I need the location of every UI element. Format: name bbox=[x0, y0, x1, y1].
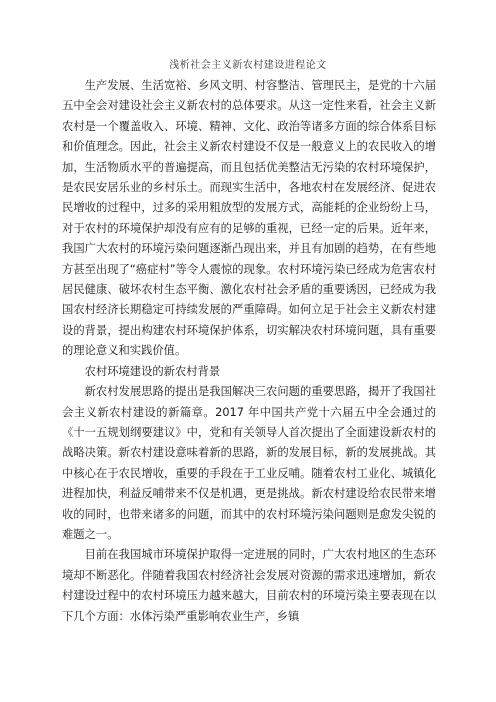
section-heading: 农村环境建设的新农村背景 bbox=[84, 364, 221, 378]
paragraph-intro: 生产发展、生活宽裕、乡风文明、村容整洁、管理民主，是党的十六届五中全会对建设社会主义新农村的总体要求。从这一定性来看，社会主义新农村是一个覆盖收入、环境、精神、文化、政治等诸多方面的综合体系目标和价值理念。因此，社会主义新农村建设不仅是一般意义上的农民收入的增加，生活物质水平的普遍提高，而且包括优美整洁无污染的农村环境保护，是农民安居乐业的乡村乐土。而现实生活中，各地农村在发展经济、促进农民增收的过程中，过多的采用粗放型的发展方式，高能耗的企业纷纷上马，对于农村的环境保护却没有应有的足够的重视，已经一定的后果。近年来，我国广大农村的环境污染问题逐渐凸现出来，并且有加剧的趋势，在有些地方甚至出现了“癌症村”等令人震惊的现象。农村环境污染已经成为危害农村居民健康、破坏农村生态平衡、激化农村社会矛盾的重要诱因，已经成为我国农村经济长期稳定可持续发展的严重障碍。如何立足于社会主义新农村建设的背景，提出构建农村环境保护体系，切实解决农村环境问题，具有重要的理论意义和实践价值。 bbox=[62, 79, 436, 358]
paragraph-environment: 目前在我国城市环境保护取得一定进展的同时，广大农村地区的生态环境却不断恶化。伴随着我国农村经济社会发展对资源的需求迅速增加，新农村建设过程中的农村环境压力越来越大，目前农村的环境污染主要表现在以下几个方面：水体污染严重影响农业生产，乡镇 bbox=[62, 548, 436, 623]
document-title: 浅析社会主义新农村建设进程论文 bbox=[169, 60, 327, 71]
document-body bbox=[62, 76, 436, 627]
paragraph-background: 新农村发展思路的提出是我国解决三农问题的重要思路，揭开了我国社会主义新农村建设的新篇章。2017 年中国共产党十六届五中全会通过的《十一五规划纲要建议》中，党和有关领导人首次提出了全面建设新农村的战略决策。新农村建设意味着新的思路，新的发展目标，新的发展挑战。其中核心在于农民增收，重要的手段在于工业反哺。随着农村工业化、城镇化进程加快，利益反哺带来不仅是机遇，更是挑战。新农村建设给农民带来增收的同时，也带来诸多的问题，而其中的农村环境污染问题则是愈发尖锐的难题之一。 bbox=[62, 385, 436, 541]
